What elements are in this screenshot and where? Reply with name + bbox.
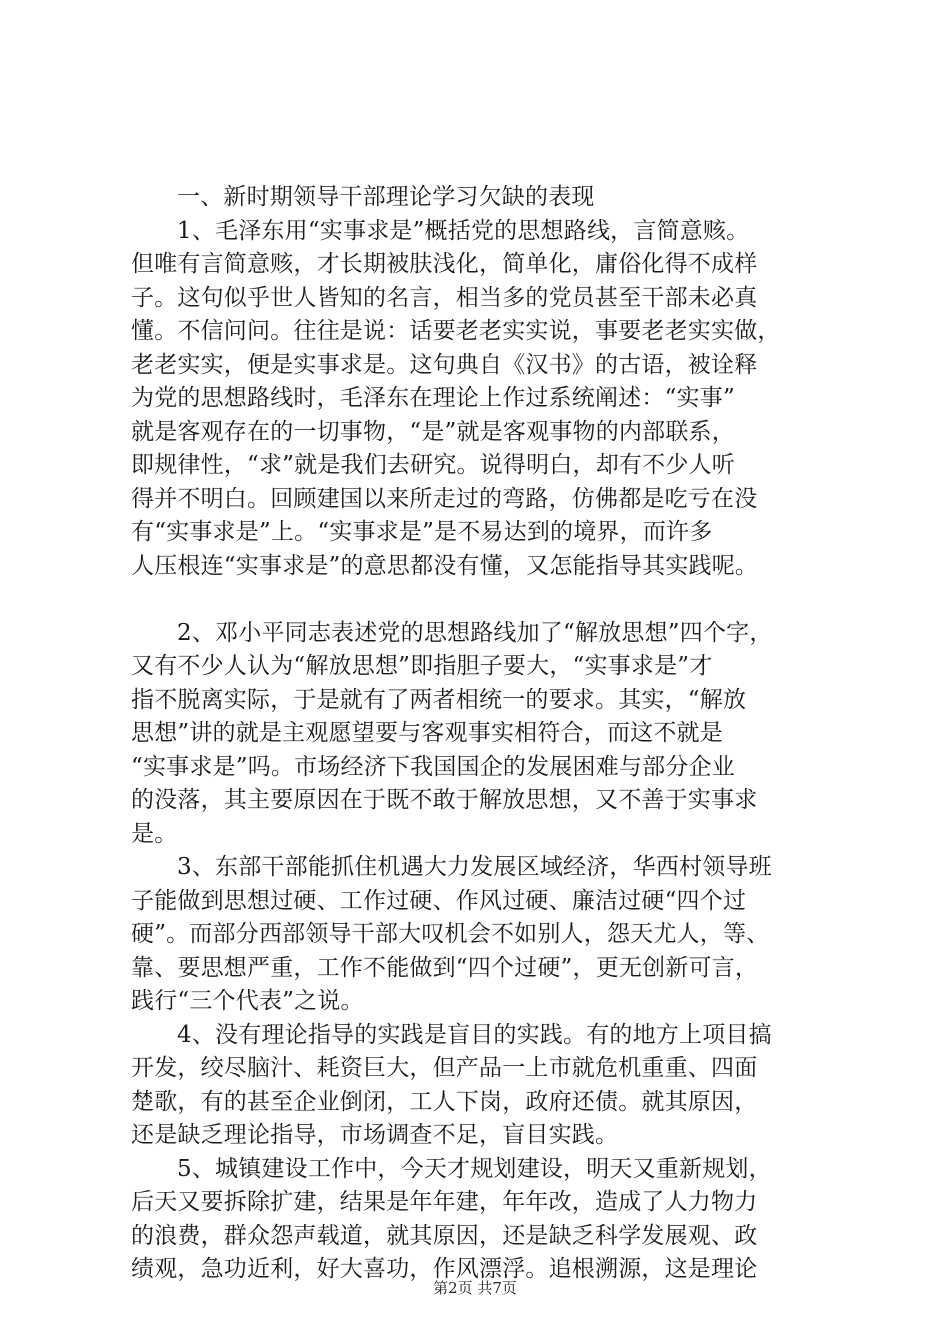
- text-line: 为党的思想路线时，毛泽东在理论上作过系统阐述：“实事”: [131, 385, 735, 411]
- text-line: 人压根连“实事求是”的意思都没有懂，又怎能指导其实践呢。: [131, 552, 759, 579]
- page-number-footer: 第2页 共7页: [433, 1279, 517, 1297]
- text-line: 得并不明白。回顾建国以来所走过的弯路，仿佛都是吃亏在没: [131, 485, 758, 512]
- section-heading: 一、新时期领导干部理论学习欠缺的表现: [177, 184, 595, 210]
- text-line: 有“实事求是”上。“实事求是”是不易达到的境界，而许多: [131, 519, 713, 545]
- text-line: 后天又要拆除扩建，结果是年年建，年年改，造成了人力物力: [131, 1189, 758, 1215]
- text-line: 是。: [131, 820, 178, 847]
- text-line: 践行“三个代表”之说。: [131, 988, 364, 1014]
- text-line: 子能做到思想过硬、工作过硬、作风过硬、廉洁过硬“四个过: [131, 887, 747, 914]
- text-line: 1、毛泽东用“实事求是”概括党的思想路线，言简意赅。: [177, 217, 750, 244]
- text-line: 子。这句似乎世人皆知的名言，相当多的党员甚至干部未必真: [131, 284, 758, 311]
- document-body: [131, 181, 851, 1287]
- text-line: 绩观，急功近利，好大喜功，作风漂浮。追根溯源，这是理论: [131, 1256, 758, 1282]
- text-line: 又有不少人认为“解放思想”即指胆子要大，“实事求是”才: [131, 653, 713, 679]
- text-line: 3、东部干部能抓住机遇大力发展区域经济，华西村领导班: [177, 854, 772, 880]
- text-line: 的浪费，群众怨声载道，就其原因，还是缺乏科学发展观、政: [131, 1222, 758, 1249]
- text-line: 开发，绞尽脑汁、耗资巨大，但产品一上市就危机重重、四面: [131, 1055, 758, 1081]
- text-line: 5、城镇建设工作中，今天才规划建设，明天又重新规划，: [177, 1155, 772, 1182]
- text-line: 即规律性，“求”就是我们去研究。说得明白，却有不少人听: [131, 452, 735, 478]
- text-line: 还是缺乏理论指导，市场调查不足，盲目实践。: [131, 1122, 619, 1148]
- text-line: 靠、要思想严重，工作不能做到“四个过硬”，更无创新可言，: [131, 954, 759, 981]
- text-line: 4、没有理论指导的实践是盲目的实践。有的地方上项目搞: [177, 1021, 772, 1048]
- text-line: 的没落，其主要原因在于既不敢于解放思想，又不善于实事求: [131, 787, 758, 813]
- text-line: 但唯有言简意赅，才长期被肤浅化，简单化，庸俗化得不成样: [131, 251, 758, 277]
- text-line: 楚歌，有的甚至企业倒闭，工人下岗，政府还债。就其原因，: [131, 1088, 758, 1115]
- text-line: 指不脱离实际，于是就有了两者相统一的要求。其实，“解放: [131, 686, 747, 713]
- text-line: 老老实实，便是实事求是。这句典自《汉书》的古语，被诠释: [131, 351, 758, 378]
- text-line: 就是客观存在的一切事物，“是”就是客观事物的内部联系，: [131, 418, 735, 445]
- text-line: 2、邓小平同志表述党的思想路线加了“解放思想”四个字，: [177, 619, 773, 646]
- text-line: “实事求是”吗。市场经济下我国国企的发展困难与部分企业: [131, 753, 735, 780]
- text-line: 硬”。而部分西部领导干部大叹机会不如别人，怨天尤人，等、: [131, 921, 770, 947]
- text-line: 思想”讲的就是主观愿望要与客观事实相符合，而这不就是: [131, 720, 723, 746]
- blank-line: [131, 583, 851, 617]
- text-line: 懂。不信问问。往往是说：话要老老实实说，事要老老实实做，: [131, 318, 781, 344]
